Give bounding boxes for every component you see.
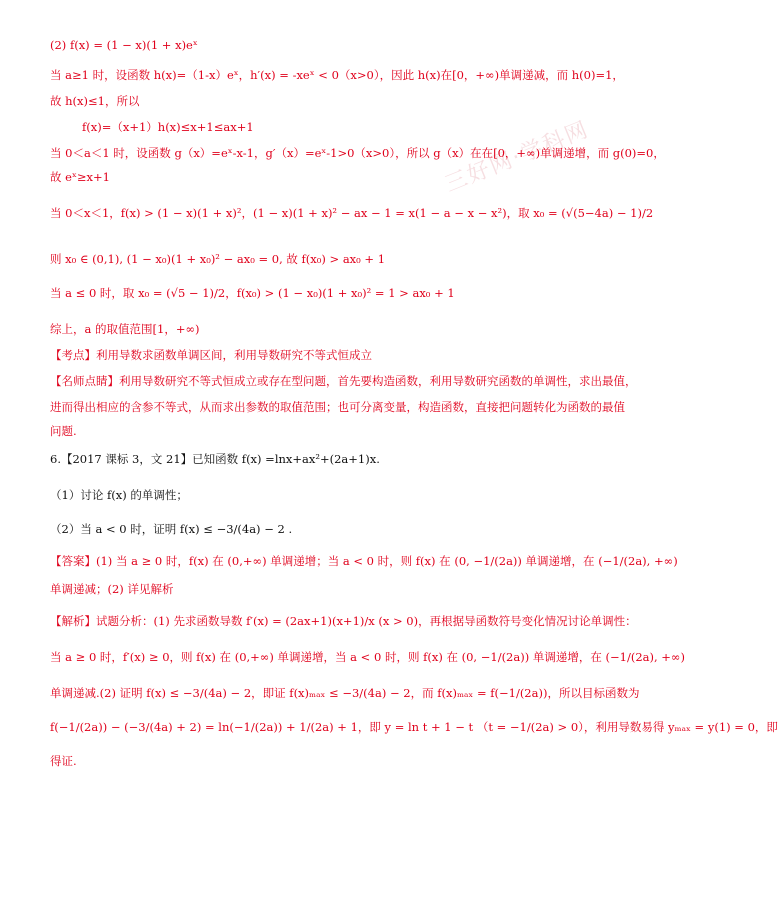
text-line-5: 当 0＜a＜1 时，设函数 g（x）=eˣ-x-1，g′（x）=eˣ-1>0（x>0），所以 g（x）在在[0，+∞)单调递增，而 g(0)=0， <box>50 146 665 160</box>
text-line-16: （1）讨论 f(x) 的单调性； <box>50 488 188 502</box>
text-line-20: 【解析】试题分析：(1) 先求函数导数 f′(x) = (2ax+1)(x+1)/x (x > 0)，再根据导函数符号变化情况讨论单调性： <box>50 614 637 628</box>
text-line-11: 【考点】利用导数求函数单调区间，利用导数研究不等式恒成立 <box>50 348 372 362</box>
text-line-2: 当 a≥1 时，设函数 h(x)=（1-x）eˣ，h′(x) = -xeˣ < 0（x>0），因此 h(x)在[0，+∞)单调递减，而 h(0)=1， <box>50 68 624 82</box>
text-line-13: 进而得出相应的含参不等式，从而求出参数的取值范围；也可分离变量，构造函数，直接把问题转化为函数的最值 <box>50 400 625 414</box>
text-line-24: 得证. <box>50 754 77 768</box>
text-line-22: 单调递减.(2) 证明 f(x) ≤ −3/(4a) − 2，即证 f(x)ₘₐₓ ≤ −3/(4a) − 2，而 f(x)ₘₐₓ = f(−1/(2a))，所以目标函数为 <box>50 686 640 700</box>
text-line-17: （2）当 a < 0 时，证明 f(x) ≤ −3/(4a) − 2 . <box>50 522 293 536</box>
text-line-4: f(x)=（x+1）h(x)≤x+1≤ax+1 <box>82 120 254 134</box>
text-line-21: 当 a ≥ 0 时，f′(x) ≥ 0，则 f(x) 在 (0,+∞) 单调递增，当 a < 0 时，则 f(x) 在 (0, −1/(2a)) 单调递增，在 (−1/(2a), +∞) <box>50 650 685 664</box>
text-line-14: 问题. <box>50 424 77 438</box>
text-line-1: (2) f(x) = (1 − x)(1 + x)eˣ <box>50 38 198 52</box>
text-line-6: 故 eˣ≥x+1 <box>50 170 110 184</box>
watermark-logo: 三好网·学科网 <box>441 117 593 198</box>
text-line-3: 故 h(x)≤1，所以 <box>50 94 140 108</box>
text-line-23: f(−1/(2a)) − (−3/(4a) + 2) = ln(−1/(2a)) + 1/(2a) + 1，即 y = ln t + 1 − t （t = −1/(2a) > 0），利用导数易得 yₘₐₓ = y(1) = 0，即 <box>50 720 778 734</box>
text-line-18: 【答案】(1) 当 a ≥ 0 时，f(x) 在 (0,+∞) 单调递增；当 a < 0 时，则 f(x) 在 (0, −1/(2a)) 单调递增，在 (−1/(2a), +∞) <box>50 554 678 568</box>
text-line-12: 【名师点睛】利用导数研究不等式恒成立或存在型问题，首先要构造函数，利用导数研究函数的单调性，求出最值， <box>50 374 637 388</box>
text-line-10: 综上，a 的取值范围[1，+∞) <box>50 322 200 336</box>
text-line-8: 则 x₀ ∈ (0,1), (1 − x₀)(1 + x₀)² − ax₀ = 0, 故 f(x₀) > ax₀ + 1 <box>50 252 386 266</box>
text-line-15: 6.【2017 课标 3，文 21】已知函数 f(x) =lnx+ax²+(2a+1)x. <box>50 452 380 466</box>
text-line-19: 单调递减；(2) 详见解析 <box>50 582 174 596</box>
text-line-9: 当 a ≤ 0 时，取 x₀ = (√5 − 1)/2，f(x₀) > (1 − x₀)(1 + x₀)² = 1 > ax₀ + 1 <box>50 286 455 300</box>
text-line-7: 当 0＜x＜1，f(x) > (1 − x)(1 + x)²，(1 − x)(1 + x)² − ax − 1 = x(1 − a − x − x²)，取 x₀ = (√(5−4a) − 1)/2 <box>50 206 654 220</box>
